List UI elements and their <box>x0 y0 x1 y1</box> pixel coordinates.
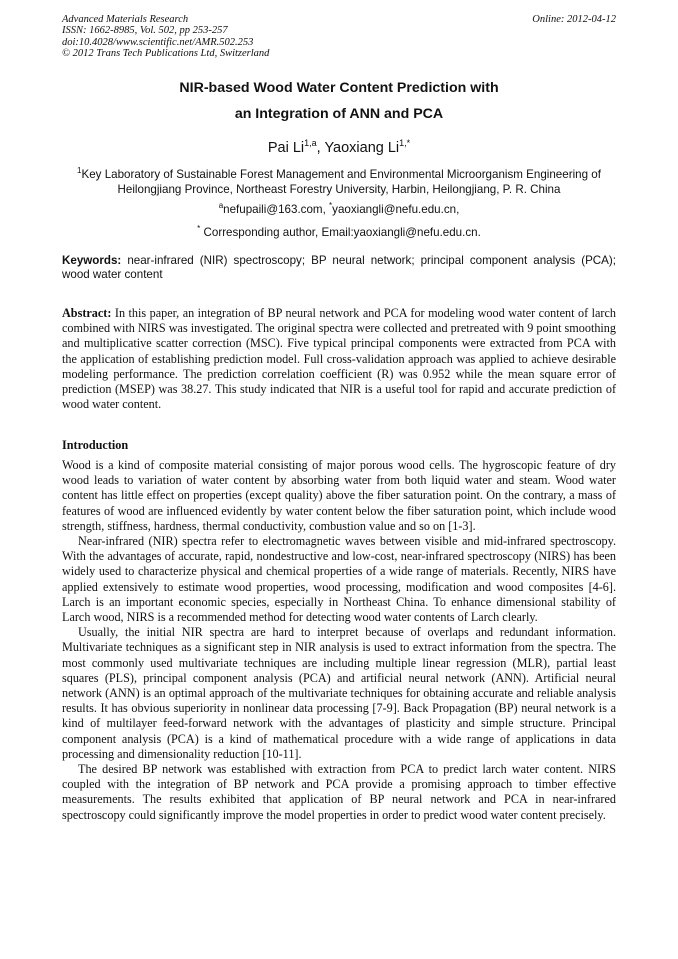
journal-name: Advanced Materials Research <box>62 14 189 25</box>
intro-paragraph: Wood is a kind of composite material consisting of major porous wood cells. The hygroscopic feature of dry wood leads to variation of water content by absorbing water from both liquid water and steam. Wood water content has little effect on properties (except quality) above the fiber saturation point. On the contrary, a mass of features of wood are influenced evidently by water content below the fiber saturation point, which include wood strength, stiffness, hardness, thermal conductivity, combustion value and so on [1-3]. <box>62 458 616 533</box>
doi-line: doi:10.4028/www.scientific.net/AMR.502.253 <box>62 36 254 48</box>
corresponding-author-text: Corresponding author, Email:yaoxiangli@nefu.edu.cn. <box>200 226 481 239</box>
intro-paragraph: Usually, the initial NIR spectra are hard to interpret because of overlaps and redundant information. Multivariate techniques as a significant step in NIR analysis is used to extract information from the spectra. The most commonly used multivariate techniques are including multiple linear regression (MLR), partial least squares (PLS), principal component analysis (PCA) and artificial neural network (ANN). Artificial neural network (ANN) is an optimal approach of the multivariate techniques for obtaining accurate and reliable analysis results. It has obvious superiority in nonlinear data processing [7-9]. Back Propagation (BP) neural network is a kind of multilayer feed-forward network with the advantages of plasticity and simple structure. Principal component analysis (PCA) is a kind of mathematical procedure with a wide range of applications in data processing and dimensionality reduction [10-11]. <box>62 625 616 761</box>
keywords-text: near-infrared (NIR) spectroscopy; BP neural network; principal component analysis (PCA); wood water content <box>62 254 616 281</box>
author-2-affil: 1,* <box>399 138 411 148</box>
email-a[interactable]: nefupaili@163.com, <box>223 203 330 216</box>
abstract <box>62 306 616 412</box>
email-a-mark: a <box>218 201 224 210</box>
author-2: Yaoxiang Li <box>324 140 400 156</box>
corresponding-mark: * <box>197 224 201 233</box>
author-list <box>62 138 616 156</box>
email-star[interactable]: yaoxiangli@nefu.edu.cn, <box>332 203 460 216</box>
paper-title-line-1: NIR-based Wood Water Content Prediction with <box>179 80 499 96</box>
affiliation-text: Key Laboratory of Sustainable Forest Management and Environmental Microorganism Engineering of Heilongjiang Province, Northeast Forestry University, Harbin, Heilongjiang, P. R. China <box>81 168 601 196</box>
abstract-label: Abstract: <box>62 306 112 320</box>
copyright-line: © 2012 Trans Tech Publications Ltd, Switzerland <box>62 47 270 59</box>
author-1: Pai Li <box>267 140 305 156</box>
section-heading-introduction: Introduction <box>62 438 129 452</box>
affiliation-mark: 1 <box>77 166 82 175</box>
keywords-label: Keywords: <box>62 254 122 267</box>
intro-paragraph: The desired BP network was established with extraction from PCA to predict larch water content. NIRS coupled with the integration of BP network and PCA provide a promising approach to timber effective measurements. The results exhibited that application of BP neural network and PCA in near-infrared spectroscopy could significantly improve the model properties in order to predict wood water content precisely. <box>62 762 616 822</box>
author-1-affil: 1,a <box>304 138 317 148</box>
email-star-mark: * <box>329 201 333 210</box>
paper-title-line-2: an Integration of ANN and PCA <box>234 106 444 122</box>
intro-paragraph: Near-infrared (NIR) spectra refer to electromagnetic waves between visible and mid-infrared spectroscopy. With the advantages of accurate, rapid, nondestructive and low-cost, near-infrared spectroscopy (NIRS) has been widely used to characterize physical and chemical properties of a wide range of materials. Recently, NIRS have applied extensively to estimate wood properties, wood processing, modification and wood composites [4-6]. Larch is an important economic species, especially in Northeast China. To enhance dimensional stability of Larch wood, NIRS is a recommended method for detecting wood water contents of Larch clearly. <box>62 534 616 625</box>
author-separator: , <box>316 140 325 156</box>
journal-header <box>62 14 616 59</box>
affiliation <box>62 163 616 197</box>
issn-line: ISSN: 1662-8985, Vol. 502, pp 253-257 <box>62 25 228 37</box>
introduction-body <box>62 458 616 823</box>
online-date: Online: 2012-04-12 <box>532 14 616 25</box>
corresponding-author-line <box>62 224 616 239</box>
email-line <box>62 201 616 216</box>
abstract-text: In this paper, an integration of BP neural network and PCA for modeling wood water content of larch combined with NIRS was investigated. The original spectra were collected and pretreated with 9 point smoothing and multiplicative scatter correction (MSC). Five typical principal components were extracted from PCA with the application of establishing prediction model. Full cross-validation approach was applied to achieve desirable modeling performance. The prediction correlation coefficient (R) was 0.952 while the mean square error of prediction (MSEP) was 38.27. This study indicated that NIR is a useful tool for rapid and accurate prediction of wood water content. <box>62 306 616 412</box>
keywords <box>62 254 616 282</box>
